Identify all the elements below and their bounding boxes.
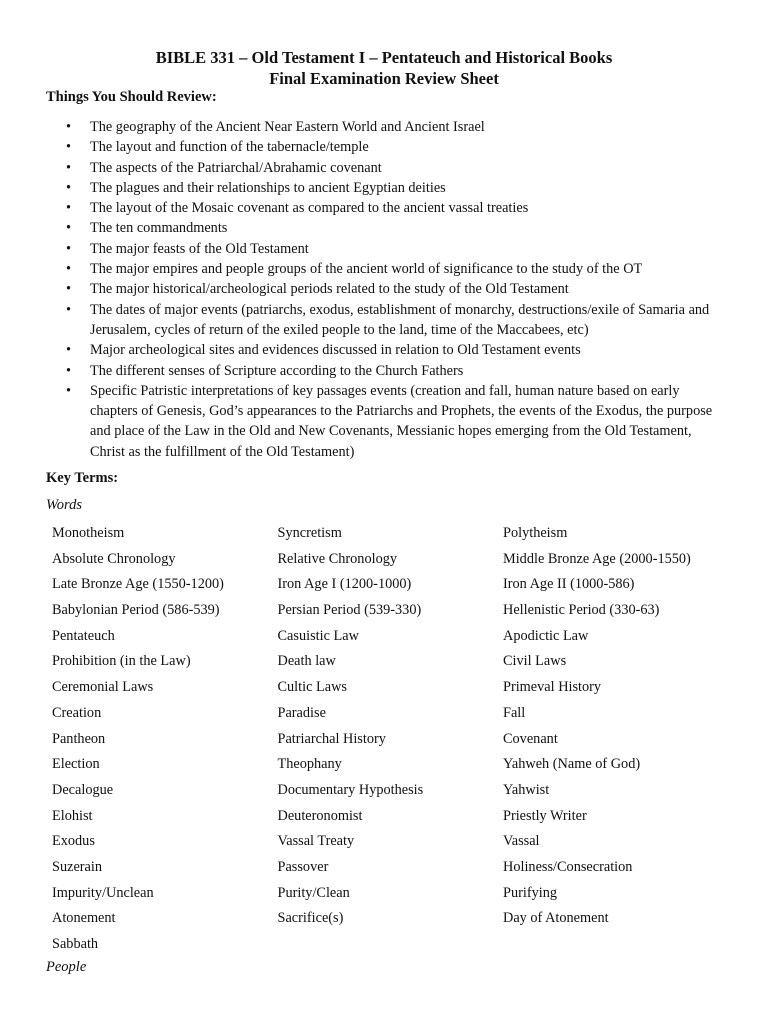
bullet-icon: • <box>66 382 72 399</box>
key-term: Pantheon <box>52 730 106 747</box>
review-item <box>0 340 768 360</box>
term-row <box>52 883 752 909</box>
review-item <box>0 259 768 279</box>
key-term: Yahweh (Name of God) <box>503 756 641 773</box>
key-term: Relative Chronology <box>277 550 398 567</box>
key-term: Documentary Hypothesis <box>277 781 424 798</box>
review-list <box>0 117 768 462</box>
review-item-text: The different senses of Scripture according to the Church Fathers <box>90 362 464 379</box>
page-subtitle: Final Examination Review Sheet <box>269 69 499 88</box>
key-term: Prohibition (in the Law) <box>52 653 191 670</box>
review-item-text: The geography of the Ancient Near Eastern World and Ancient Israel <box>90 119 485 135</box>
key-term: Babylonian Period (586-539) <box>52 602 220 619</box>
key-term: Decalogue <box>52 781 114 798</box>
words-subheading: Words <box>46 497 82 513</box>
bullet-icon: • <box>66 139 72 156</box>
bullet-icon: • <box>66 342 72 359</box>
key-term: Priestly Writer <box>503 807 587 824</box>
term-row <box>52 549 752 575</box>
key-terms-heading: Key Terms: <box>46 470 119 486</box>
bullet-icon: • <box>66 362 72 379</box>
review-item-text: The major empires and people groups of the ancient world of significance to the study of the OT <box>90 261 643 278</box>
review-item <box>0 178 768 198</box>
key-term: Impurity/Unclean <box>52 884 154 901</box>
key-term: Suzerain <box>52 858 103 875</box>
bullet-icon: • <box>66 240 72 257</box>
key-term: Sacrifice(s) <box>277 910 344 927</box>
review-item-text: The plagues and their relationships to ancient Egyptian deities <box>90 179 446 196</box>
key-term: Purity/Clean <box>277 884 350 901</box>
key-term: Purifying <box>503 884 558 901</box>
key-term: Monotheism <box>52 525 125 541</box>
people-subheading: People <box>46 959 87 975</box>
review-item <box>0 117 768 137</box>
review-item-text: The major feasts of the Old Testament <box>90 240 309 257</box>
bullet-icon: • <box>66 301 72 318</box>
review-item <box>0 300 768 341</box>
key-term: Paradise <box>277 704 326 721</box>
term-row <box>52 677 752 703</box>
review-item <box>0 279 768 299</box>
bullet-icon: • <box>66 200 72 217</box>
term-row <box>52 934 752 960</box>
bullet-icon: • <box>66 261 72 278</box>
key-term: Exodus <box>52 833 95 850</box>
key-term: Iron Age I (1200-1000) <box>277 576 412 593</box>
key-term: Holiness/Consecration <box>503 858 633 875</box>
key-term <box>278 934 504 960</box>
key-term: Polytheism <box>503 525 568 541</box>
review-item <box>0 158 768 178</box>
key-term: Atonement <box>52 910 116 927</box>
key-term: Cultic Laws <box>277 679 347 696</box>
key-term: Pentateuch <box>52 627 115 644</box>
key-term: Ceremonial Laws <box>52 679 154 696</box>
key-term: Civil Laws <box>503 653 567 670</box>
key-term: Primeval History <box>503 679 602 696</box>
key-term: Day of Atonement <box>503 910 609 927</box>
review-item <box>0 239 768 259</box>
key-term: Death law <box>277 653 336 670</box>
key-term: Sabbath <box>52 936 99 952</box>
bullet-icon: • <box>66 159 72 176</box>
review-heading: Things You Should Review: <box>46 89 217 105</box>
key-term: Iron Age II (1000-586) <box>503 576 635 593</box>
key-term: Yahwist <box>503 781 550 798</box>
review-item-text: Specific Patristic interpretations of key passages events (creation and fall, human nature based on early chapters of Genesis, God’s appearances to the Patriarchs and Prophets, the events of the Exodus, the purpose and place of the Law in the Old and New Covenants, Messianic hopes emerging from the Old Testament, Christ as the fulfillment of the Old Testament) <box>90 382 713 460</box>
key-term: Apodictic Law <box>503 627 589 644</box>
term-row <box>52 780 752 806</box>
key-term: Vassal <box>503 833 540 850</box>
review-item-text: The layout of the Mosaic covenant as compared to the ancient vassal treaties <box>90 200 529 217</box>
key-term: Elohist <box>52 807 93 824</box>
key-term: Syncretism <box>277 525 342 541</box>
words-grid <box>52 523 752 960</box>
key-term: Vassal Treaty <box>277 833 355 850</box>
key-term: Middle Bronze Age (2000-1550) <box>503 550 691 567</box>
term-row <box>52 857 752 883</box>
review-item-text: The aspects of the Patriarchal/Abrahamic covenant <box>90 159 382 176</box>
review-item <box>0 381 768 462</box>
key-term: Late Bronze Age (1550-1200) <box>52 576 224 593</box>
term-row <box>52 908 752 934</box>
key-term: Persian Period (539-330) <box>277 602 422 619</box>
review-item-text: The major historical/archeological periods related to the study of the Old Testament <box>90 281 569 298</box>
key-term <box>503 934 729 960</box>
term-row <box>52 703 752 729</box>
review-item-text: Major archeological sites and evidences discussed in relation to Old Testament events <box>90 342 581 359</box>
key-term: Deuteronomist <box>277 807 363 824</box>
bullet-icon: • <box>66 281 72 298</box>
term-row <box>52 574 752 600</box>
review-item <box>0 198 768 218</box>
page-title: BIBLE 331 – Old Testament I – Pentateuch and Historical Books <box>155 48 613 67</box>
term-row <box>52 600 752 626</box>
review-item <box>0 137 768 157</box>
key-term: Election <box>52 756 100 773</box>
term-row <box>52 831 752 857</box>
term-row <box>52 626 752 652</box>
term-row <box>52 754 752 780</box>
term-row <box>52 651 752 677</box>
term-row <box>52 523 752 549</box>
key-term: Casuistic Law <box>277 627 359 644</box>
key-term: Patriarchal History <box>277 730 386 747</box>
key-term: Fall <box>503 704 526 721</box>
review-item <box>0 218 768 238</box>
review-item <box>0 361 768 381</box>
key-term: Hellenistic Period (330-63) <box>503 602 660 619</box>
key-term: Theophany <box>277 756 342 773</box>
bullet-icon: • <box>66 179 72 196</box>
key-term: Creation <box>52 704 102 721</box>
key-term: Covenant <box>503 730 558 747</box>
key-term: Passover <box>277 858 329 875</box>
review-item-text: The ten commandments <box>90 220 228 237</box>
review-item-text: The layout and function of the tabernacle/temple <box>90 139 369 156</box>
review-item-text: The dates of major events (patriarchs, exodus, establishment of monarchy, destructions/exile of Samaria and Jerusalem, cycles of return of the exiled people to the land, time of the Maccabees, etc) <box>90 301 710 338</box>
bullet-icon: • <box>66 119 72 135</box>
bullet-icon: • <box>66 220 72 237</box>
key-term: Absolute Chronology <box>52 550 176 567</box>
term-row <box>52 729 752 755</box>
term-row <box>52 806 752 832</box>
